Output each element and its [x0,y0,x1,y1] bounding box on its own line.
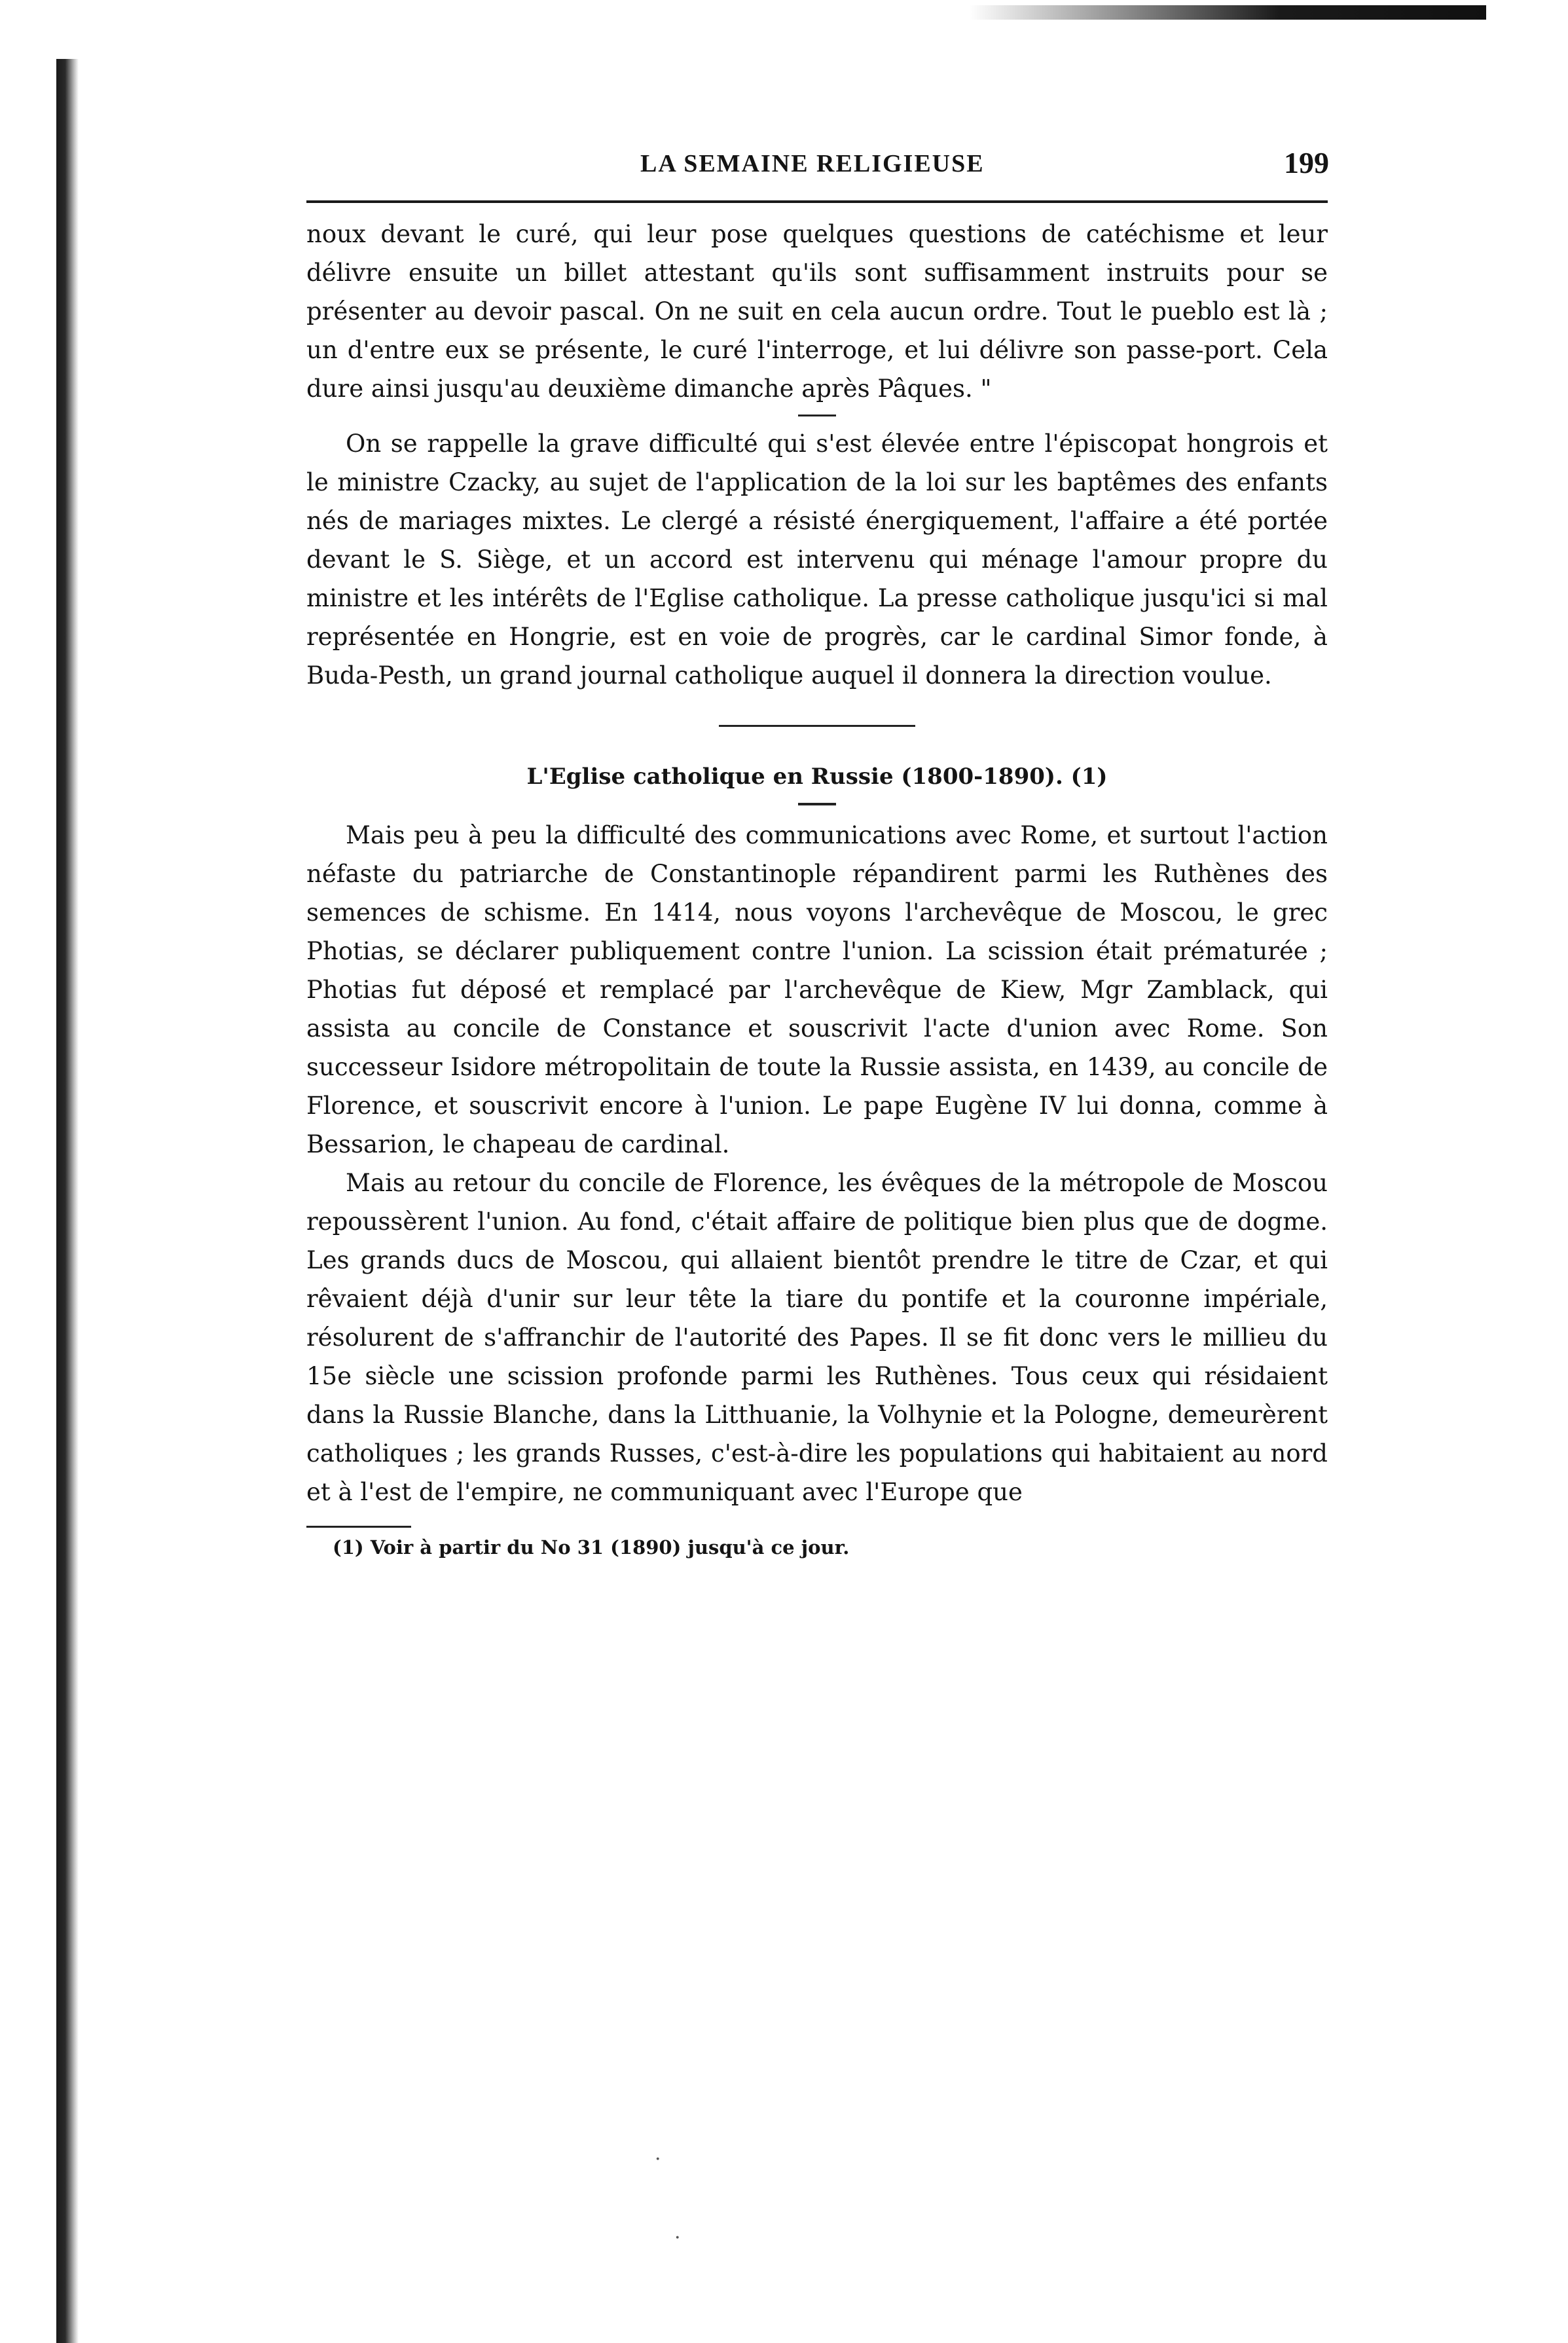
scan-top-edge [969,5,1486,20]
scan-binding-edge [56,59,79,2343]
paragraph-russia-1: Mais peu à peu la difficulté des communications avec Rome, et surtout l'action néfaste du patriarche de Constantinople répandirent parmi les Ruthènes des semences de schisme. En 1414, nous voyons l'archevêque de Moscou, le grec Photias, se déclarer publiquement contre l'union. La scission était prématurée ; Photias fut déposé et remplacé par l'archevêque de Kiew, Mgr Zamblack, qui assista au concile de Constance et souscrivit l'acte d'union avec Rome. Son successeur Isidore métropolitain de toute la Russie assista, en 1439, au concile de Florence, et souscrivit encore à l'union. Le pape Eugène IV lui donna, comme à Bessarion, le chapeau de cardinal. [306,821,1328,1158]
page-header [306,143,1334,182]
body-text [306,215,1328,1560]
running-title: LA SEMAINE RELIGIEUSE [640,150,985,177]
page-number: 199 [1284,146,1329,179]
page [306,131,1334,1572]
header-rule [306,200,1328,203]
section-heading: L'Eglise catholique en Russie (1800-1890). (1) [526,764,1108,790]
footnote: (1) Voir à partir du No 31 (1890) jusqu'à ce jour. [333,1536,850,1559]
footnote-rule [306,1526,411,1528]
paragraph-separator [798,415,836,416]
paragraph-hungary: On se rappelle la grave difficulté qui s'est élevée entre l'épiscopat hongrois et le ministre Czacky, au sujet de l'application de la loi sur les baptêmes des enfants nés de mariages mixtes. Le clergé a résisté énergiquement, l'affaire a été portée devant le S. Siège, et un accord est intervenu qui ménage l'amour propre du ministre et les intérêts de l'Eglise catholique. La presse catholique jusqu'ici si mal représentée en Hongrie, est en voie de progrès, car le cardinal Simor fonde, à Buda-Pesth, un grand journal catholique auquel il donnera la direction voulue. [306,430,1328,690]
paragraph-russia-2: Mais au retour du concile de Florence, les évêques de la métropole de Moscou repoussèrent l'union. Au fond, c'était affaire de politique bien plus que de dogme. Les grands ducs de Moscou, qui allaient bientôt prendre le titre de Czar, et qui rêvaient déjà d'unir sur leur tête la tiare du pontife et la couronne impériale, résolurent de s'affranchir de l'autorité des Papes. Il se fit donc vers le millieu du 15e siècle une scission profonde parmi les Ruthènes. Tous ceux qui résidaient dans la Russie Blanche, dans la Litthuanie, la Volhynie et la Pologne, demeurèrent catholiques ; les grands Russes, c'est-à-dire les populations qui habitaient au nord et à l'est de l'empire, ne communiquant avec l'Europe que [306,1169,1328,1506]
paragraph-continued: noux devant le curé, qui leur pose quelques questions de catéchisme et leur délivre ensuite un billet attestant qu'ils sont suffisamment instruits pour se présenter au devoir pascal. On ne suit en cela aucun ordre. Tout le pueblo est là ; un d'entre eux se présente, le curé l'interroge, et lui délivre son passe-port. Cela dure ainsi jusqu'au deuxième dimanche après Pâques. " [306,220,1328,403]
heading-dash [798,803,836,805]
scan-speck: · [655,2148,661,2171]
section-rule [719,725,915,727]
scan-speck: · [674,2226,681,2249]
